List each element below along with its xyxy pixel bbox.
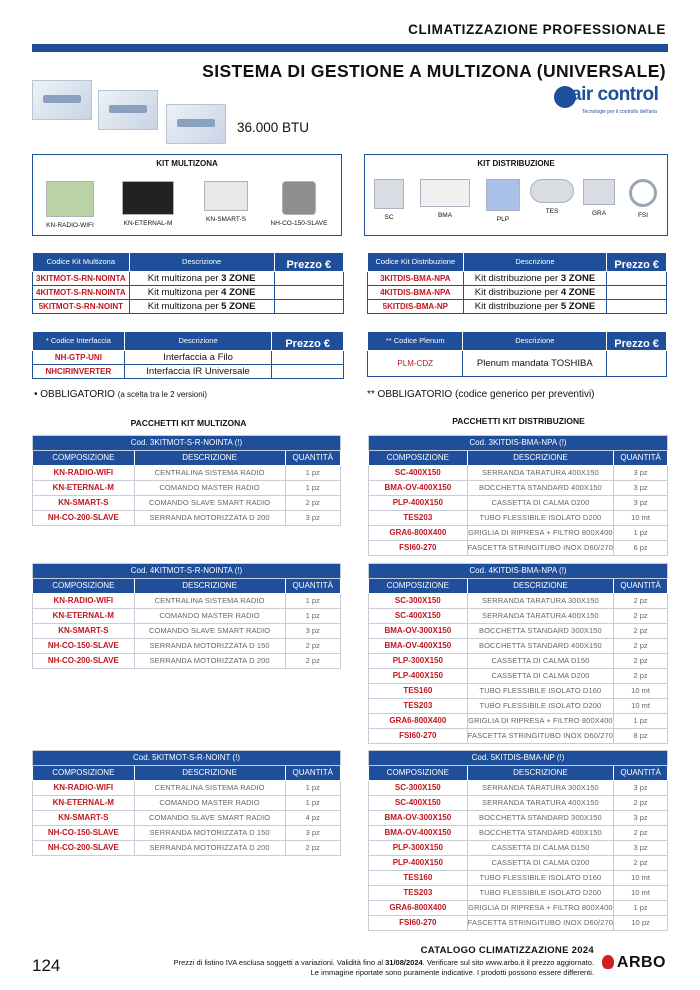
component-desc: BOCCHETTA STANDARD 400X150	[467, 639, 614, 654]
aircontrol-logo	[554, 84, 666, 118]
component-code: BMA-OV-300X150	[369, 811, 468, 826]
component-qty: 3 pz	[614, 811, 668, 826]
table-row	[369, 684, 668, 699]
col-price: Prezzo €	[607, 332, 667, 351]
component-qty: 2 pz	[614, 654, 668, 669]
product-desc: Kit distribuzione per 3 ZONE	[463, 272, 607, 286]
component-desc: SERRANDA MOTORIZZATA D 150	[134, 826, 285, 841]
component-code: SC-400X150	[369, 609, 468, 624]
note-obbligatorio-interfaccia: • OBBLIGATORIO (a scelta tra le 2 versioni)	[34, 389, 208, 400]
component-code: SC-400X150	[369, 796, 468, 811]
component-code: PLP-300X150	[369, 841, 468, 856]
grille-bma-icon	[420, 179, 470, 207]
table-row	[33, 609, 341, 624]
product-label: GRA	[591, 210, 607, 217]
price-table-multizona	[32, 252, 344, 314]
component-qty: 10 mt	[614, 871, 668, 886]
price-cell	[274, 272, 343, 286]
component-code: BMA-OV-400X150	[369, 639, 468, 654]
product-label: FSI	[637, 212, 649, 219]
component-desc: CASSETTA DI CALMA D200	[467, 856, 614, 871]
arbo-logo	[602, 954, 666, 972]
col-composizione: COMPOSIZIONE	[369, 451, 468, 466]
col-composizione: COMPOSIZIONE	[33, 579, 135, 594]
component-code: TES160	[369, 684, 468, 699]
component-code: SC-300X150	[369, 781, 468, 796]
product-desc: Plenum mandata TOSHIBA	[463, 351, 607, 377]
page-number: 124	[32, 956, 61, 975]
package-table-d3	[368, 435, 668, 556]
component-desc: CASSETTA DI CALMA D200	[467, 669, 614, 684]
footer-price-note: Prezzi di listino IVA esclusa soggetti a variazioni. Validità fino al 31/08/2024. Verificare sul sito www.arbo.it il prezzo aggiornato.	[173, 958, 594, 967]
table-row	[369, 624, 668, 639]
table-row	[33, 511, 341, 526]
table-row	[369, 811, 668, 826]
component-qty: 1 pz	[285, 594, 340, 609]
col-composizione: COMPOSIZIONE	[33, 451, 135, 466]
table-row	[33, 365, 344, 379]
package-code: Cod. 3KITMOT-S-R-NOINTA (!)	[33, 436, 341, 451]
kit-distribuzione-title: KIT DISTRIBUZIONE	[477, 159, 555, 168]
package-code: Cod. 3KITDIS-BMA-NPA (!)	[369, 436, 668, 451]
component-qty: 2 pz	[614, 609, 668, 624]
component-desc: BOCCHETTA STANDARD 300X150	[467, 811, 614, 826]
component-qty: 3 pz	[614, 781, 668, 796]
product-item	[579, 179, 619, 217]
component-code: PLP-300X150	[369, 654, 468, 669]
col-composizione: COMPOSIZIONE	[369, 579, 468, 594]
col-code: Codice Kit Distribuzione	[368, 253, 464, 272]
component-qty: 1 pz	[285, 481, 340, 496]
table-row	[369, 466, 668, 481]
col-quantita: QUANTITÀ	[285, 766, 340, 781]
product-desc: Kit distribuzione per 4 ZONE	[463, 286, 607, 300]
arbo-brand: ARBO	[616, 954, 666, 971]
table-row	[369, 541, 668, 556]
table-row	[369, 481, 668, 496]
component-code: TES203	[369, 699, 468, 714]
table-row	[369, 594, 668, 609]
component-desc: TUBO FLESSIBILE ISOLATO D160	[467, 871, 614, 886]
product-desc: Kit multizona per 5 ZONE	[129, 300, 274, 314]
component-qty: 2 pz	[285, 654, 340, 669]
component-desc: CENTRALINA SISTEMA RADIO	[134, 594, 285, 609]
master-display-icon	[122, 181, 174, 215]
col-descrizione: DESCRIZIONE	[467, 451, 614, 466]
component-desc: SERRANDA TARATURA 400X150	[467, 609, 614, 624]
package-table-m3	[32, 435, 341, 526]
package-code: Cod. 4KITMOT-S-R-NOINTA (!)	[33, 564, 341, 579]
component-code: GRA6-800X400	[369, 901, 468, 916]
component-desc: SERRANDA TARATURA 400X150	[467, 796, 614, 811]
return-grille-icon	[583, 179, 615, 205]
component-code: TES203	[369, 511, 468, 526]
component-desc: TUBO FLESSIBILE ISOLATO D200	[467, 511, 614, 526]
note-obbligatorio-plenum: ** OBBLIGATORIO (codice generico per preventivi)	[367, 389, 595, 400]
component-qty: 3 pz	[614, 496, 668, 511]
component-desc: COMANDO MASTER RADIO	[134, 609, 285, 624]
price-cell	[607, 300, 667, 314]
table-row	[33, 466, 341, 481]
package-table-m4	[32, 563, 341, 669]
product-label: TES	[545, 208, 559, 215]
component-desc: BOCCHETTA STANDARD 400X150	[467, 481, 614, 496]
component-code: NH-CO-150-SLAVE	[33, 826, 135, 841]
col-code: ** Codice Plenum	[368, 332, 463, 351]
component-qty: 3 pz	[285, 826, 340, 841]
component-qty: 8 pz	[614, 729, 668, 744]
col-descrizione: DESCRIZIONE	[134, 451, 285, 466]
component-qty: 2 pz	[614, 669, 668, 684]
component-code: BMA-OV-400X150	[369, 826, 468, 841]
table-row	[369, 729, 668, 744]
component-desc: CASSETTA DI CALMA D150	[467, 654, 614, 669]
col-quantita: QUANTITÀ	[614, 579, 668, 594]
table-row	[369, 901, 668, 916]
component-qty: 2 pz	[285, 496, 340, 511]
component-qty: 2 pz	[614, 594, 668, 609]
component-code: KN-RADIO-WIFI	[33, 781, 135, 796]
col-price: Prezzo €	[272, 332, 344, 351]
footer-image-note: Le immagine riportate sono puramente indicative. I prodotti possono essere differenti.	[310, 968, 594, 977]
product-code: NH-GTP-UNI	[33, 351, 125, 365]
component-desc: COMANDO SLAVE SMART RADIO	[134, 811, 285, 826]
table-row	[369, 856, 668, 871]
component-qty: 10 mt	[614, 699, 668, 714]
table-row	[369, 714, 668, 729]
table-row	[369, 796, 668, 811]
component-desc: TUBO FLESSIBILE ISOLATO D160	[467, 684, 614, 699]
table-row	[369, 699, 668, 714]
component-desc: FASCETTA STRINGITUBO INOX D60/270	[467, 916, 614, 931]
radio-board-icon	[46, 181, 94, 217]
damper-icon	[282, 181, 316, 215]
component-qty: 10 pz	[614, 916, 668, 931]
component-code: NH-CO-200-SLAVE	[33, 511, 135, 526]
component-code: SC-300X150	[369, 594, 468, 609]
product-item	[371, 179, 407, 221]
component-desc: GRIGLIA DI RIPRESA + FILTRO 800X400	[467, 901, 614, 916]
col-descrizione: DESCRIZIONE	[134, 579, 285, 594]
flex-tube-icon	[530, 179, 574, 203]
component-desc: GRIGLIA DI RIPRESA + FILTRO 800X400	[467, 526, 614, 541]
component-qty: 1 pz	[614, 714, 668, 729]
component-code: TES203	[369, 886, 468, 901]
package-code: Cod. 5KITDIS-BMA-NP (!)	[369, 751, 668, 766]
category-header: CLIMATIZZAZIONE PROFESSIONALE	[408, 22, 666, 37]
product-code: 5KITDIS-BMA-NP	[368, 300, 464, 314]
component-qty: 2 pz	[285, 841, 340, 856]
table-row	[369, 496, 668, 511]
component-code: PLP-400X150	[369, 856, 468, 871]
component-code: NH-CO-150-SLAVE	[33, 639, 135, 654]
col-quantita: QUANTITÀ	[614, 766, 668, 781]
flame-icon	[602, 955, 614, 969]
product-item	[527, 179, 577, 215]
package-code: Cod. 4KITDIS-BMA-NPA (!)	[369, 564, 668, 579]
product-label: PLP	[496, 216, 510, 223]
component-qty: 2 pz	[614, 639, 668, 654]
product-item	[195, 181, 257, 223]
col-desc: Descrizione	[463, 253, 607, 272]
hose-clamp-icon	[629, 179, 657, 207]
package-table-d5	[368, 750, 668, 931]
component-desc: SERRANDA MOTORIZZATA D 200	[134, 841, 285, 856]
component-qty: 2 pz	[614, 856, 668, 871]
col-quantita: QUANTITÀ	[285, 579, 340, 594]
component-desc: CENTRALINA SISTEMA RADIO	[134, 781, 285, 796]
col-price: Prezzo €	[274, 253, 343, 272]
table-row	[33, 496, 341, 511]
component-qty: 2 pz	[285, 639, 340, 654]
header-bar	[32, 44, 668, 52]
component-qty: 6 pz	[614, 541, 668, 556]
section-title-multizona: PACCHETTI KIT MULTIZONA	[130, 418, 247, 428]
table-row	[369, 871, 668, 886]
col-price: Prezzo €	[607, 253, 667, 272]
table-row	[33, 624, 341, 639]
col-quantita: QUANTITÀ	[614, 451, 668, 466]
component-code: KN-ETERNAL-M	[33, 609, 135, 624]
price-table-plenum	[367, 331, 667, 377]
product-desc: Kit multizona per 3 ZONE	[129, 272, 274, 286]
col-code: * Codice Interfaccia	[33, 332, 125, 351]
col-composizione: COMPOSIZIONE	[369, 766, 468, 781]
component-qty: 10 mt	[614, 684, 668, 699]
product-label: BMA	[437, 212, 453, 219]
logo-tagline: Tecnologie per il controllo dell'aria	[582, 109, 657, 115]
product-item	[483, 179, 523, 223]
component-desc: COMANDO SLAVE SMART RADIO	[134, 624, 285, 639]
component-code: TES160	[369, 871, 468, 886]
package-code: Cod. 5KITMOT-S-R-NOINT (!)	[33, 751, 341, 766]
component-code: FSI60-270	[369, 916, 468, 931]
col-descrizione: DESCRIZIONE	[467, 766, 614, 781]
component-code: FSI60-270	[369, 541, 468, 556]
component-code: KN-SMART-S	[33, 496, 135, 511]
table-row	[33, 826, 341, 841]
table-row	[33, 811, 341, 826]
product-label: KN-RADIO-WIFI	[46, 222, 94, 229]
product-item	[39, 181, 101, 229]
table-row	[33, 286, 344, 300]
table-row	[33, 841, 341, 856]
table-row	[368, 286, 667, 300]
component-desc: SERRANDA TARATURA 400X150	[467, 466, 614, 481]
logo-brand: air control	[571, 84, 659, 105]
table-row	[368, 300, 667, 314]
table-row	[368, 351, 667, 377]
component-desc: SERRANDA MOTORIZZATA D 150	[134, 639, 285, 654]
section-title-distribuzione: PACCHETTI KIT DISTRIBUZIONE	[452, 416, 585, 426]
component-desc: CASSETTA DI CALMA D200	[467, 496, 614, 511]
table-row	[33, 639, 341, 654]
component-desc: BOCCHETTA STANDARD 400X150	[467, 826, 614, 841]
component-code: BMA-OV-400X150	[369, 481, 468, 496]
product-code: NHCIRINVERTER	[33, 365, 125, 379]
component-qty: 4 pz	[285, 811, 340, 826]
component-code: GRA6-800X400	[369, 714, 468, 729]
component-qty: 3 pz	[285, 511, 340, 526]
price-table-interfaccia	[32, 331, 344, 379]
table-row	[368, 272, 667, 286]
slave-thermostat-icon	[204, 181, 248, 211]
component-desc: COMANDO MASTER RADIO	[134, 481, 285, 496]
component-qty: 2 pz	[614, 624, 668, 639]
table-row	[369, 781, 668, 796]
component-code: KN-ETERNAL-M	[33, 796, 135, 811]
product-image	[98, 90, 158, 130]
component-qty: 1 pz	[614, 526, 668, 541]
component-desc: SERRANDA TARATURA 300X150	[467, 781, 614, 796]
product-code: 5KITMOT-S-RN-NOINT	[33, 300, 130, 314]
component-desc: CASSETTA DI CALMA D150	[467, 841, 614, 856]
price-cell	[607, 351, 667, 377]
product-item	[417, 179, 473, 219]
kit-distribuzione-box	[364, 154, 668, 236]
price-cell	[607, 272, 667, 286]
col-descrizione: DESCRIZIONE	[467, 579, 614, 594]
table-row	[33, 272, 344, 286]
table-row	[369, 511, 668, 526]
table-row	[33, 796, 341, 811]
product-desc: Kit distribuzione per 5 ZONE	[463, 300, 607, 314]
table-row	[369, 609, 668, 624]
page-title: SISTEMA DI GESTIONE A MULTIZONA (UNIVERSALE)	[202, 61, 666, 81]
table-row	[369, 886, 668, 901]
table-row	[33, 781, 341, 796]
product-label: KN-ETERNAL-M	[123, 220, 173, 227]
product-label: NH-CO-150-SLAVE	[270, 220, 328, 227]
price-table-distribuzione	[367, 252, 667, 314]
col-desc: Descrizione	[129, 253, 274, 272]
product-desc: Kit multizona per 4 ZONE	[129, 286, 274, 300]
col-composizione: COMPOSIZIONE	[33, 766, 135, 781]
component-desc: FASCETTA STRINGITUBO INOX D60/270	[467, 541, 614, 556]
product-code: 3KITMOT-S-RN-NOINTA	[33, 272, 130, 286]
product-code: 3KITDIS-BMA-NPA	[368, 272, 464, 286]
product-label: SC	[384, 214, 394, 221]
component-qty: 3 pz	[614, 481, 668, 496]
component-desc: TUBO FLESSIBILE ISOLATO D200	[467, 886, 614, 901]
kit-multizona-box	[32, 154, 342, 236]
price-cell	[607, 286, 667, 300]
table-row	[33, 481, 341, 496]
plenum-plp-icon	[486, 179, 520, 211]
table-row	[369, 639, 668, 654]
component-desc: COMANDO MASTER RADIO	[134, 796, 285, 811]
component-qty: 10 mt	[614, 511, 668, 526]
package-table-m5	[32, 750, 341, 856]
component-code: NH-CO-200-SLAVE	[33, 654, 135, 669]
price-cell	[274, 300, 343, 314]
table-row	[369, 841, 668, 856]
component-desc: BOCCHETTA STANDARD 300X150	[467, 624, 614, 639]
component-code: BMA-OV-300X150	[369, 624, 468, 639]
product-image	[32, 80, 92, 120]
product-desc: Interfaccia IR Universale	[124, 365, 272, 379]
component-qty: 1 pz	[614, 901, 668, 916]
table-row	[369, 669, 668, 684]
product-code: 4KITMOT-S-RN-NOINTA	[33, 286, 130, 300]
component-code: KN-SMART-S	[33, 624, 135, 639]
component-code: GRA6-800X400	[369, 526, 468, 541]
col-code: Codice Kit Multizona	[33, 253, 130, 272]
product-item	[623, 179, 663, 219]
component-qty: 1 pz	[285, 796, 340, 811]
product-desc: Interfaccia a Filo	[124, 351, 272, 365]
price-cell	[272, 351, 344, 365]
component-code: NH-CO-200-SLAVE	[33, 841, 135, 856]
component-qty: 3 pz	[614, 466, 668, 481]
table-row	[33, 351, 344, 365]
table-row	[369, 916, 668, 931]
component-desc: CENTRALINA SISTEMA RADIO	[134, 466, 285, 481]
table-row	[369, 826, 668, 841]
col-desc: Descrizione	[124, 332, 272, 351]
component-desc: GRIGLIA DI RIPRESA + FILTRO 800X400	[467, 714, 614, 729]
col-desc: Descrizione	[463, 332, 607, 351]
component-qty: 1 pz	[285, 781, 340, 796]
table-row	[33, 300, 344, 314]
col-descrizione: DESCRIZIONE	[134, 766, 285, 781]
component-desc: TUBO FLESSIBILE ISOLATO D200	[467, 699, 614, 714]
component-code: SC-400X150	[369, 466, 468, 481]
component-code: KN-RADIO-WIFI	[33, 466, 135, 481]
catalog-title: CATALOGO CLIMATIZZAZIONE 2024	[420, 945, 594, 956]
table-row	[369, 654, 668, 669]
component-qty: 3 pz	[285, 624, 340, 639]
component-qty: 10 mt	[614, 886, 668, 901]
btu-label: 36.000 BTU	[237, 120, 310, 135]
component-qty: 1 pz	[285, 609, 340, 624]
component-qty: 2 pz	[614, 826, 668, 841]
component-qty: 3 pz	[614, 841, 668, 856]
component-code: KN-SMART-S	[33, 811, 135, 826]
product-image	[166, 104, 226, 144]
damper-sc-icon	[374, 179, 404, 209]
table-row	[33, 594, 341, 609]
package-table-d4	[368, 563, 668, 744]
component-code: PLP-400X150	[369, 669, 468, 684]
component-desc: COMANDO SLAVE SMART RADIO	[134, 496, 285, 511]
component-desc: SERRANDA TARATURA 300X150	[467, 594, 614, 609]
product-item	[117, 181, 179, 227]
price-cell	[272, 365, 344, 379]
component-desc: SERRANDA MOTORIZZATA D 200	[134, 511, 285, 526]
col-quantita: QUANTITÀ	[285, 451, 340, 466]
component-desc: FASCETTA STRINGITUBO INOX D60/270	[467, 729, 614, 744]
product-code: PLM-CDZ	[368, 351, 463, 377]
component-qty: 1 pz	[285, 466, 340, 481]
component-code: PLP-400X150	[369, 496, 468, 511]
product-label: KN-SMART-S	[206, 216, 246, 223]
product-code: 4KITDIS-BMA-NPA	[368, 286, 464, 300]
product-item	[261, 181, 337, 227]
component-qty: 2 pz	[614, 796, 668, 811]
kit-multizona-title: KIT MULTIZONA	[156, 159, 218, 168]
component-code: FSI60-270	[369, 729, 468, 744]
price-cell	[274, 286, 343, 300]
table-row	[33, 654, 341, 669]
component-code: KN-ETERNAL-M	[33, 481, 135, 496]
component-desc: SERRANDA MOTORIZZATA D 200	[134, 654, 285, 669]
table-row	[369, 526, 668, 541]
component-code: KN-RADIO-WIFI	[33, 594, 135, 609]
